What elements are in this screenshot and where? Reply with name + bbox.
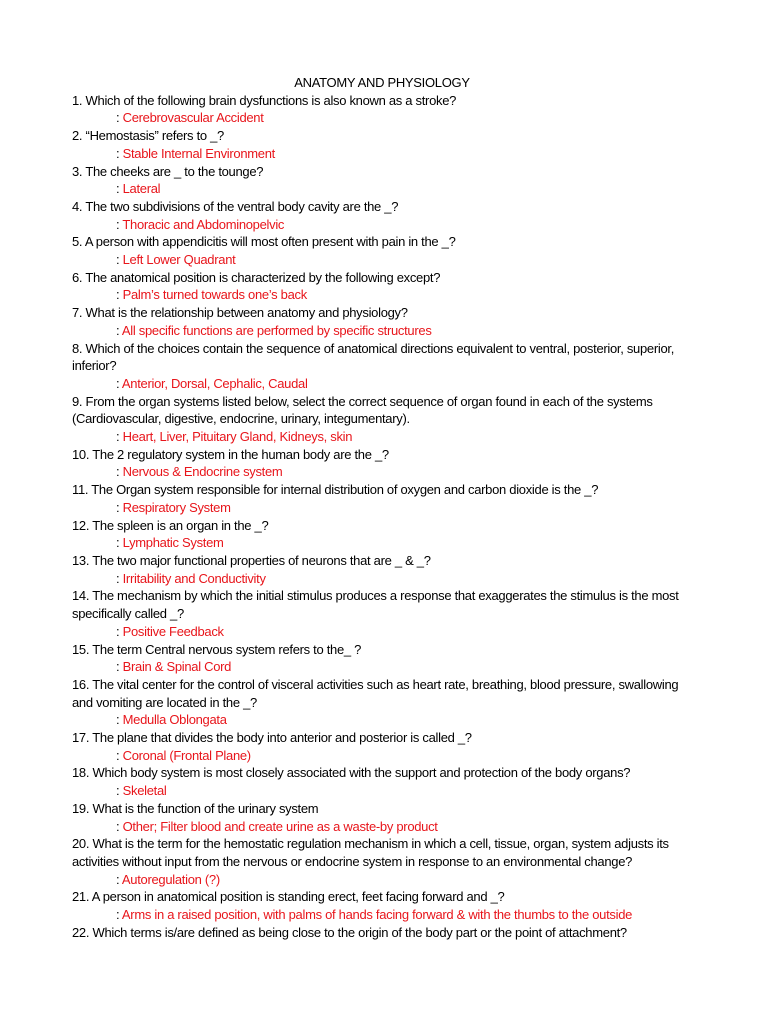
question-block bbox=[72, 393, 692, 446]
question-text: 18. Which body system is most closely associated with the support and protection of the body organs? bbox=[72, 765, 631, 781]
question-text: 21. A person in anatomical position is standing erect, feet facing forward and _? bbox=[72, 889, 505, 905]
answer-line bbox=[72, 216, 692, 234]
question-block bbox=[72, 304, 692, 339]
answer-prefix: : bbox=[116, 429, 123, 445]
answer-text: Palm’s turned towards one’s back bbox=[122, 287, 307, 303]
answer-line bbox=[72, 375, 692, 393]
question-text: 14. The mechanism by which the initial stimulus produces a response that exaggerates the stimulus is the most specifically called _? bbox=[72, 588, 679, 622]
answer-prefix: : bbox=[116, 535, 123, 551]
answer-text: Medulla Oblongata bbox=[122, 712, 227, 728]
question-text: 2. “Hemostasis” refers to _? bbox=[72, 128, 224, 144]
answer-prefix: : bbox=[116, 110, 123, 126]
question-text: 19. What is the function of the urinary system bbox=[72, 800, 319, 816]
answer-text: Thoracic and Abdominopelvic bbox=[122, 216, 285, 232]
answer-line bbox=[72, 534, 692, 552]
question-text: 13. The two major functional properties of neurons that are _ & _? bbox=[72, 552, 431, 568]
question-block bbox=[72, 676, 692, 729]
question-block bbox=[72, 924, 692, 942]
answer-prefix: : bbox=[116, 287, 123, 303]
question-text: 6. The anatomical position is characterized by the following except? bbox=[72, 269, 441, 285]
answer-line bbox=[72, 145, 692, 163]
question-block bbox=[72, 552, 692, 587]
question-block bbox=[72, 233, 692, 268]
question-list bbox=[72, 92, 692, 942]
answer-prefix: : bbox=[116, 252, 123, 268]
answer-text: Lymphatic System bbox=[122, 535, 224, 551]
answer-prefix: : bbox=[116, 181, 123, 197]
question-text: 11. The Organ system responsible for internal distribution of oxygen and carbon dioxide is the _? bbox=[72, 482, 599, 498]
question-block bbox=[72, 127, 692, 162]
answer-text: Lateral bbox=[122, 181, 161, 197]
answer-line bbox=[72, 658, 692, 676]
question-text: 10. The 2 regulatory system in the human body are the _? bbox=[72, 446, 389, 462]
answer-text: Coronal (Frontal Plane) bbox=[122, 747, 251, 763]
answer-text: Anterior, Dorsal, Cephalic, Caudal bbox=[121, 375, 308, 391]
question-text: 17. The plane that divides the body into anterior and posterior is called _? bbox=[72, 730, 472, 746]
question-block bbox=[72, 269, 692, 304]
answer-text: Positive Feedback bbox=[122, 623, 224, 639]
answer-prefix: : bbox=[116, 907, 122, 923]
document-page bbox=[72, 74, 692, 941]
answer-prefix: : bbox=[116, 464, 123, 480]
answer-prefix: : bbox=[116, 623, 123, 639]
question-block bbox=[72, 340, 692, 393]
question-block bbox=[72, 641, 692, 676]
question-block bbox=[72, 163, 692, 198]
question-block bbox=[72, 764, 692, 799]
question-text: 7. What is the relationship between anatomy and physiology? bbox=[72, 305, 408, 321]
answer-text: Autoregulation (?) bbox=[121, 871, 220, 887]
answer-prefix: : bbox=[116, 818, 123, 834]
question-block bbox=[72, 888, 692, 923]
question-block bbox=[72, 835, 692, 888]
answer-prefix: : bbox=[116, 747, 123, 763]
answer-line bbox=[72, 711, 692, 729]
question-block bbox=[72, 198, 692, 233]
question-text: 16. The vital center for the control of visceral activities such as heart rate, breathing, blood pressure, swallowing and vomiting are located in the _? bbox=[72, 676, 679, 710]
question-text: 1. Which of the following brain dysfunctions is also known as a stroke? bbox=[72, 92, 457, 108]
answer-line bbox=[72, 286, 692, 304]
answer-text: Heart, Liver, Pituitary Gland, Kidneys, skin bbox=[122, 429, 353, 445]
answer-line bbox=[72, 428, 692, 446]
answer-text: Left Lower Quadrant bbox=[122, 252, 236, 268]
answer-line bbox=[72, 906, 692, 924]
answer-line bbox=[72, 818, 692, 836]
question-text: 22. Which terms is/are defined as being close to the origin of the body part or the point of attachment? bbox=[72, 924, 627, 940]
question-block bbox=[72, 587, 692, 640]
answer-prefix: : bbox=[116, 871, 122, 887]
question-text: 4. The two subdivisions of the ventral body cavity are the _? bbox=[72, 198, 399, 214]
question-text: 8. Which of the choices contain the sequence of anatomical directions equivalent to ventral, posterior, superior, inferior? bbox=[72, 340, 675, 374]
question-block bbox=[72, 517, 692, 552]
question-text: 12. The spleen is an organ in the _? bbox=[72, 517, 269, 533]
question-text: 3. The cheeks are _ to the tounge? bbox=[72, 163, 264, 179]
answer-prefix: : bbox=[116, 712, 123, 728]
answer-text: Respiratory System bbox=[122, 499, 231, 515]
answer-line bbox=[72, 109, 692, 127]
answer-prefix: : bbox=[116, 375, 122, 391]
question-text: 9. From the organ systems listed below, select the correct sequence of organ found in each of the systems (Cardiovascular, digestive, endocrine, urinary, integumentary). bbox=[72, 393, 653, 427]
question-block bbox=[72, 446, 692, 481]
answer-line bbox=[72, 871, 692, 889]
answer-line bbox=[72, 499, 692, 517]
answer-prefix: : bbox=[116, 659, 123, 675]
answer-prefix: : bbox=[116, 499, 123, 515]
answer-prefix: : bbox=[116, 570, 123, 586]
document-title: ANATOMY AND PHYSIOLOGY bbox=[294, 75, 470, 90]
answer-prefix: : bbox=[116, 216, 123, 232]
answer-line bbox=[72, 180, 692, 198]
question-block bbox=[72, 481, 692, 516]
answer-text: Stable Internal Environment bbox=[122, 145, 275, 161]
answer-line bbox=[72, 570, 692, 588]
question-block bbox=[72, 729, 692, 764]
answer-line bbox=[72, 623, 692, 641]
answer-text: All specific functions are performed by specific structures bbox=[121, 322, 432, 338]
answer-text: Skeletal bbox=[122, 783, 167, 799]
question-block bbox=[72, 92, 692, 127]
answer-text: Other; Filter blood and create urine as a waste-by product bbox=[122, 818, 438, 834]
question-block bbox=[72, 800, 692, 835]
question-text: 20. What is the term for the hemostatic regulation mechanism in which a cell, tissue, organ, system adjusts its activities without input from the nervous or endocrine system in response to an environmental change? bbox=[72, 836, 669, 869]
answer-line bbox=[72, 782, 692, 800]
question-text: 5. A person with appendicitis will most often present with pain in the _? bbox=[72, 234, 456, 250]
answer-prefix: : bbox=[116, 145, 123, 161]
answer-text: Irritability and Conductivity bbox=[122, 570, 266, 586]
answer-line bbox=[72, 747, 692, 765]
answer-text: Brain & Spinal Cord bbox=[122, 659, 232, 675]
question-text: 15. The term Central nervous system refers to the_ ? bbox=[72, 641, 362, 657]
answer-line bbox=[72, 463, 692, 481]
answer-prefix: : bbox=[116, 783, 123, 799]
answer-text: Arms in a raised position, with palms of hands facing forward & with the thumbs to the outside bbox=[121, 907, 633, 923]
answer-text: Cerebrovascular Accident bbox=[122, 110, 264, 126]
answer-prefix: : bbox=[116, 322, 122, 338]
answer-line bbox=[72, 251, 692, 269]
answer-line bbox=[72, 322, 692, 340]
answer-text: Nervous & Endocrine system bbox=[122, 464, 283, 480]
